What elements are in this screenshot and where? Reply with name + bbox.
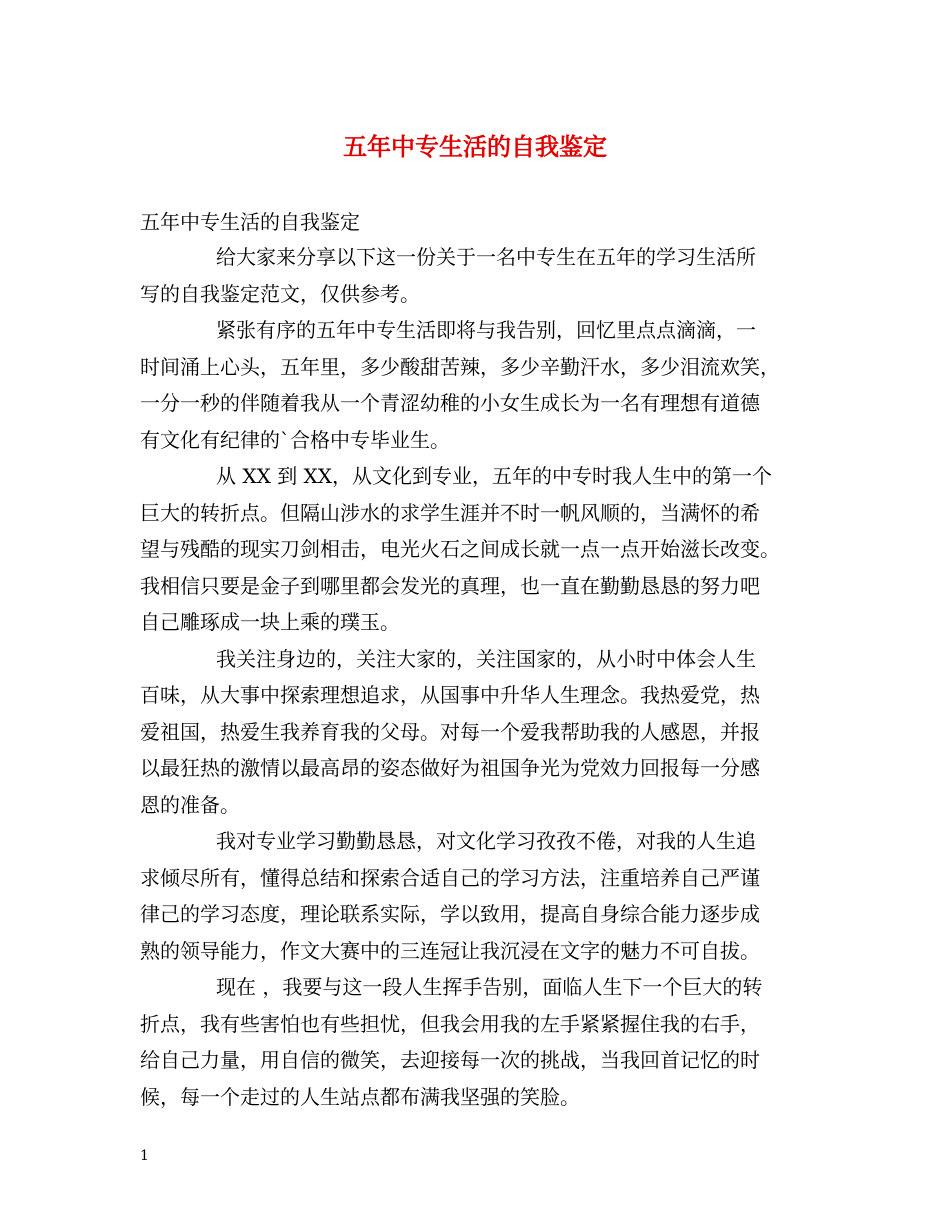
paragraph-line: 从 XX 到 XX，从文化到专业，五年的中专时我人生中的第一个 — [216, 464, 773, 488]
document-subtitle: 五年中专生活的自我鉴定 — [140, 210, 360, 234]
paragraph-line: 我关注身边的，关注大家的，关注国家的，从小时中体会人生 — [216, 646, 756, 671]
paragraph-line: 折点，我有些害怕也有些担忧，但我会用我的左手紧紧握住我的右手， — [140, 1011, 760, 1036]
paragraph-line: 现在 ，我要与这一段人生挥手告别，面临人生下一个巨大的转 — [216, 975, 763, 999]
paragraph-line: 以最狂热的激情以最高昂的姿态做好为祖国争光为党效力回报每一分感 — [140, 756, 760, 780]
paragraph-line: 我相信只要是金子到哪里都会发光的真理，也一直在勤勤恳恳的努力吧 — [140, 573, 760, 598]
paragraph-line: 写的自我鉴定范文，仅供参考。 — [140, 281, 420, 306]
paragraph-line: 时间涌上心头，五年里，多少酸甜苦辣，多少辛勤汗水，多少泪流欢笑， — [140, 354, 780, 379]
paragraph-line: 律己的学习态度，理论联系实际，学以致用，提高自身综合能力逐步成 — [140, 902, 760, 926]
paragraph-line: 给大家来分享以下这一份关于一名中专生在五年的学习生活所 — [216, 245, 756, 269]
paragraph-farewell — [140, 312, 830, 458]
paragraph-study — [140, 823, 830, 969]
paragraph-future — [140, 969, 830, 1115]
paragraph-intro — [140, 239, 830, 312]
paragraph-line: 自己雕琢成一块上乘的璞玉。 — [140, 610, 400, 634]
paragraph-line: 候，每一个走过的人生站点都布满我坚强的笑脸。 — [140, 1084, 580, 1109]
paragraph-line: 一分一秒的伴随着我从一个青涩幼稚的小女生成长为一名有理想有道德 — [140, 391, 760, 415]
page-number: 1 — [140, 1148, 149, 1164]
paragraph-line: 恩的准备。 — [140, 792, 240, 817]
paragraph-line: 百味，从大事中探索理想追求，从国事中升华人生理念。我热爱党，热 — [140, 683, 760, 707]
paragraph-line: 巨大的转折点。但隔山涉水的求学生涯并不时一帆风顺的，当满怀的希 — [140, 500, 760, 525]
document-title: 五年中专生活的自我鉴定 — [343, 132, 607, 161]
document-body — [140, 239, 830, 1115]
paragraph-line: 我对专业学习勤勤恳恳，对文化学习孜孜不倦，对我的人生追 — [216, 829, 756, 853]
paragraph-line: 有文化有纪律的`合格中专毕业生。 — [140, 427, 450, 452]
paragraph-line: 爱祖国，热爱生我养育我的父母。对每一个爱我帮助我的人感恩，并报 — [140, 719, 760, 744]
paragraph-line: 求倾尽所有，懂得总结和探索合适自己的学习方法，注重培养自己严谨 — [140, 865, 760, 890]
paragraph-line: 望与残酷的现实刀剑相击，电光火石之间成长就一点一点开始滋长改变。 — [140, 537, 780, 561]
paragraph-line: 给自己力量，用自信的微笑，去迎接每一次的挑战，当我回首记忆的时 — [140, 1048, 760, 1072]
paragraph-line: 紧张有序的五年中专生活即将与我告别，回忆里点点滴滴，一 — [216, 318, 756, 342]
paragraph-line: 熟的领导能力，作文大赛中的三连冠让我沉浸在文字的魅力不可自拔。 — [140, 938, 760, 963]
paragraph-turning-point — [140, 458, 830, 641]
paragraph-values — [140, 641, 830, 824]
